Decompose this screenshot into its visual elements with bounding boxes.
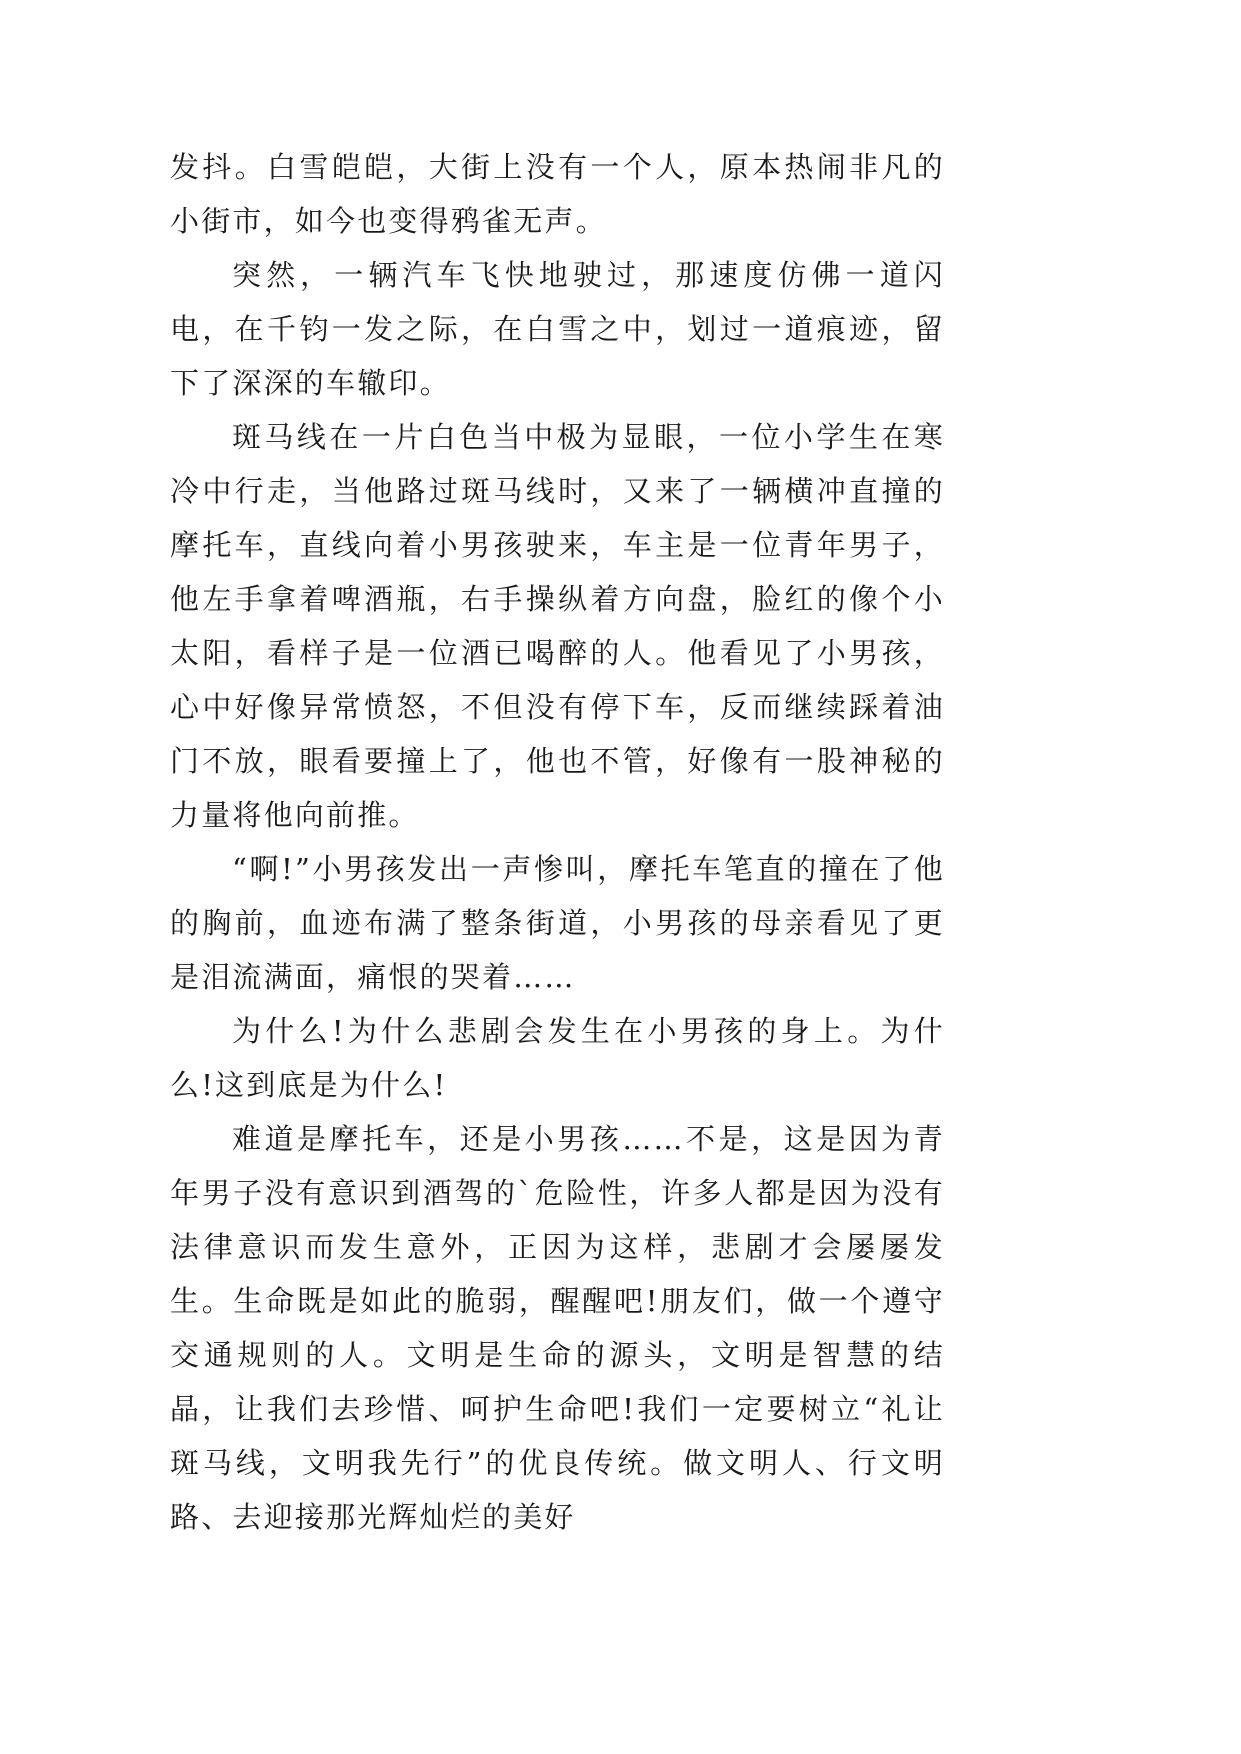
paragraph-2: 突然，一辆汽车飞快地驶过，那速度仿佛一道闪电，在千钧一发之际，在白雪之中，划过一道痕迹，留下了深深的车辙印。	[170, 258, 945, 400]
paragraph-3: 斑马线在一片白色当中极为显眼，一位小学生在寒冷中行走，当他路过斑马线时，又来了一辆横冲直撞的摩托车，直线向着小男孩驶来，车主是一位青年男子，他左手拿着啤酒瓶，右手操纵着方向盘，脸红的像个小太阳，看样子是一位酒已喝醉的人。他看见了小男孩，心中好像异常愤怒，不但没有停下车，反而继续踩着油门不放，眼看要撞上了，他也不管，好像有一股神秘的力量将他向前推。	[170, 420, 945, 832]
paragraph-6: 难道是摩托车，还是小男孩……不是，这是因为青年男子没有意识到酒驾的`危险性，许多人都是因为没有法律意识而发生意外，正因为这样，悲剧才会屡屡发生。生命既是如此的脆弱，醒醒吧!朋友们，做一个遵守交通规则的人。文明是生命的源头，文明是智慧的结晶，让我们去珍惜、呵护生命吧!我们一定要树立“礼让斑马线，文明我先行”的优良传统。做文明人、行文明路、去迎接那光辉灿烂的美好	[170, 1122, 945, 1534]
paragraph-1: 发抖。白雪皑皑，大街上没有一个人，原本热闹非凡的小街市，如今也变得鸦雀无声。	[170, 150, 945, 238]
paragraph-4: “啊!”小男孩发出一声惨叫，摩托车笔直的撞在了他的胸前，血迹布满了整条街道，小男孩的母亲看见了更是泪流满面，痛恨的哭着……	[170, 852, 945, 994]
document-body	[170, 140, 945, 1544]
paragraph-5: 为什么!为什么悲剧会发生在小男孩的身上。为什么!这到底是为什么!	[170, 1014, 945, 1102]
